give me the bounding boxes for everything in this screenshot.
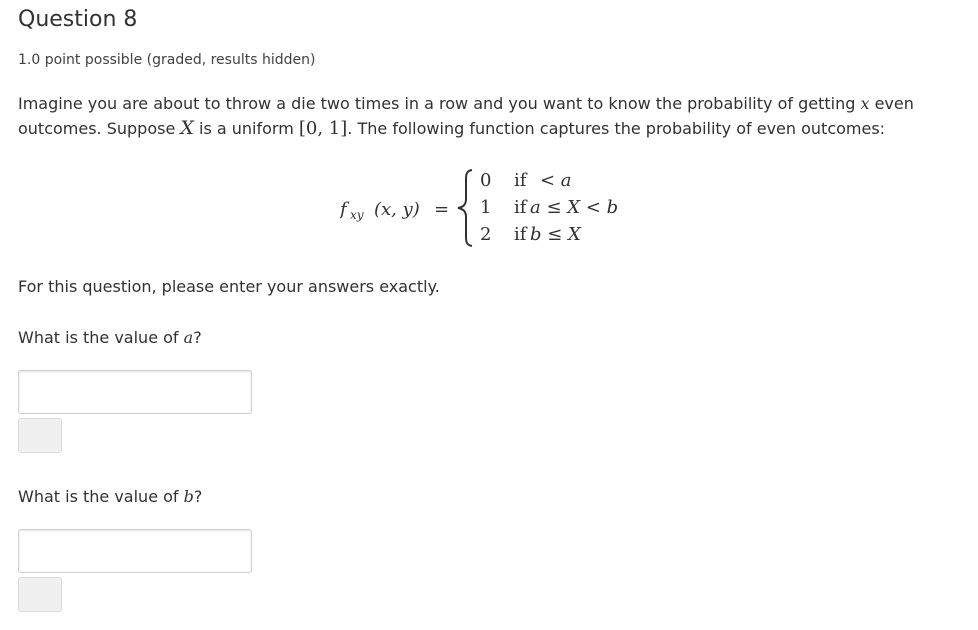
curly-brace — [458, 170, 472, 246]
question-title: Question 8 — [18, 7, 138, 32]
points-possible: 1.0 point possible (graded, results hidden) — [18, 52, 316, 68]
case-cond-1: a ≤ X < b — [530, 197, 619, 218]
case-value-0: 0 — [480, 170, 492, 191]
formula-svg — [340, 166, 660, 250]
case-cond-0: < a — [540, 170, 572, 191]
formula-subscript: xy — [350, 208, 364, 222]
prompt-line-2 — [18, 116, 973, 141]
prompt-text: . The following function captures the probability of even outcomes: — [347, 119, 886, 138]
case-if-0: if — [514, 170, 527, 191]
prompt-text: Imagine you are about to throw a die two times in a row and you want to know the probability of getting — [18, 94, 861, 113]
case-if-1: if — [514, 197, 527, 218]
formula-args: (x, y) — [374, 199, 420, 220]
question-part-b — [18, 486, 202, 508]
answer-input-b[interactable] — [18, 529, 252, 573]
prompt-text: is a uniform — [193, 119, 299, 138]
formula-equals: = — [434, 199, 450, 220]
math-interval: [0, 1] — [298, 118, 348, 139]
math-preview-a — [18, 418, 62, 453]
instructions: For this question, please enter your answers exactly. — [18, 277, 440, 296]
formula-f: f — [340, 199, 347, 220]
question-part-a — [18, 327, 202, 349]
math-variable-x: x — [860, 94, 870, 113]
case-if-2: if — [514, 224, 527, 245]
piecewise-formula — [340, 166, 660, 250]
math-variable-X: X — [180, 117, 194, 139]
prompt-line-1 — [18, 91, 973, 116]
part-a-text: What is the value of — [18, 328, 184, 347]
math-preview-b — [18, 577, 62, 612]
case-value-2: 2 — [480, 224, 492, 245]
answer-input-a[interactable] — [18, 370, 252, 414]
math-variable-a: a — [183, 328, 194, 347]
prompt-text: even — [869, 94, 914, 113]
case-cond-2: b ≤ X — [530, 224, 581, 245]
part-b-suffix: ? — [193, 487, 203, 506]
math-variable-b: b — [183, 487, 194, 506]
question-prompt — [18, 91, 973, 141]
prompt-text: outcomes. Suppose — [18, 119, 181, 138]
part-a-suffix: ? — [193, 328, 202, 347]
part-b-text: What is the value of — [18, 487, 184, 506]
case-value-1: 1 — [480, 197, 492, 218]
